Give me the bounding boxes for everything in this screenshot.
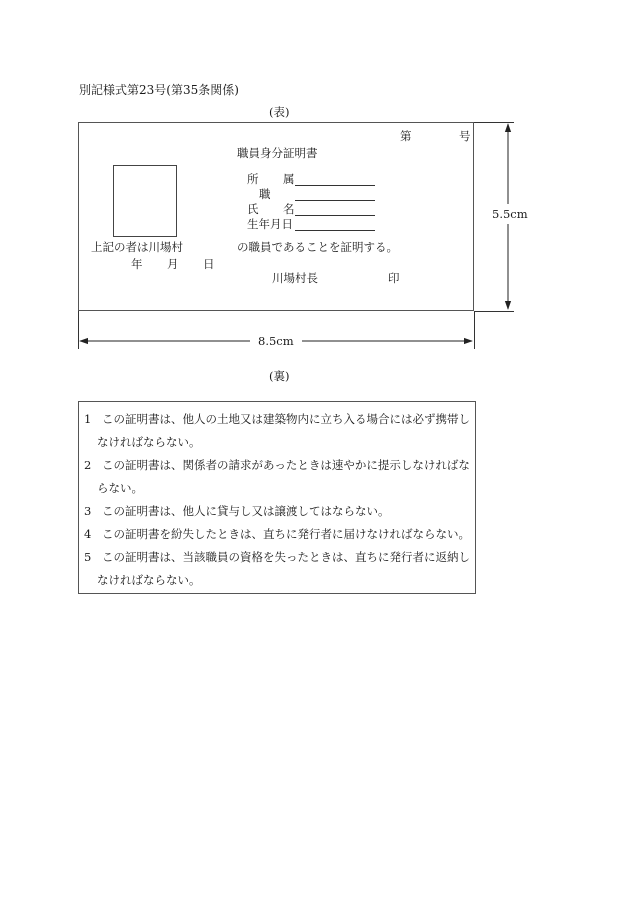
note-text-cont: らない。 [97,481,143,495]
card-title: 職員身分証明書 [237,146,318,160]
field-label-shimei-2: 名 [283,202,295,216]
height-label: 5.5cm [492,207,528,221]
note-item-3 [84,500,470,523]
front-heading: (表) [269,105,290,119]
date-day: 日 [203,257,215,271]
note-number: 5 [84,550,92,564]
note-text: この証明書は、他人に貸与し又は譲渡してはならない。 [102,504,390,518]
certify-text-left: 上記の者は川場村 [91,240,183,254]
note-text: この証明書を紛失したときは、直ちに発行者に届けなければならない。 [102,527,470,541]
seal-mark: 印 [388,271,400,285]
width-label: 8.5cm [258,334,294,348]
note-number: 4 [84,527,92,541]
field-label-shozoku-1: 所 [247,172,259,186]
note-text: この証明書は、関係者の請求があったときは速やかに提示しなければな [102,458,470,472]
note-text-cont: なければならない。 [97,435,201,449]
note-item-4 [84,523,470,546]
note-item-5 [84,546,470,592]
note-number: 3 [84,504,92,518]
note-text-cont: なければならない。 [97,573,201,587]
field-label-shozoku-2: 属 [283,172,295,186]
number-dai: 第 [400,129,412,143]
note-item-1 [84,408,470,454]
back-heading: (裏) [269,369,290,383]
issuer: 川場村長 [272,271,318,285]
field-label-shimei-1: 氏 [247,202,259,216]
date-year: 年 [131,257,143,271]
date-month: 月 [167,257,179,271]
number-go: 号 [459,129,471,143]
certify-text-right: の職員であることを証明する。 [237,240,398,254]
note-text: この証明書は、他人の土地又は建築物内に立ち入る場合には必ず携帯し [102,412,470,426]
field-label-birth: 生年月日 [247,217,293,231]
note-text: この証明書は、当該職員の資格を失ったときは、直ちに発行者に返納し [102,550,470,564]
note-number: 1 [84,412,92,426]
form-title: 別記様式第23号(第35条関係) [79,83,239,97]
note-number: 2 [84,458,92,472]
field-label-shoku: 職 [259,187,271,201]
note-item-2 [84,454,470,500]
